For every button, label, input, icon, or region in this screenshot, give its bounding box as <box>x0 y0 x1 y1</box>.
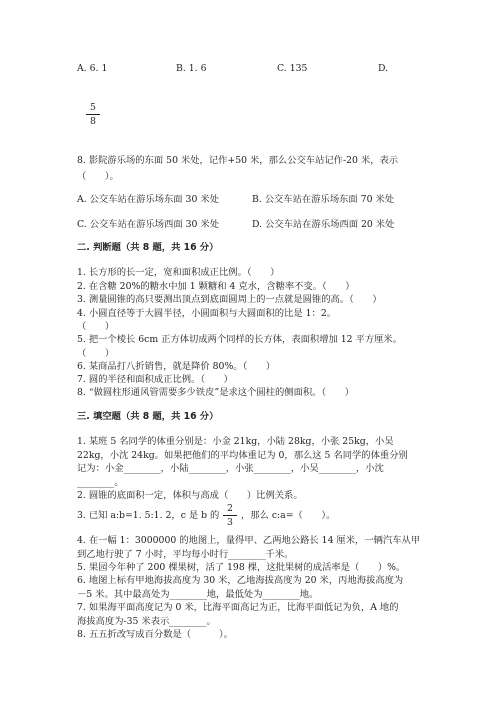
judgement-item: 4. 小圆直径等于大圆半径，小圆面积与大圆面积的比是 1：2。 <box>77 308 337 319</box>
option-c: C. 135 <box>277 63 308 74</box>
judgement-item: 5. 把一个棱长 6cm 正方体切成两个同样的长方体，表面积增加 12 平方厘米。 <box>77 334 403 345</box>
fill-q5: 5. 果园今年种了 200 棵果树，活了 198 棵，这批果树的成活率是（ ）%。 <box>77 562 406 573</box>
fill-q6-line: －5 米。其中最高处为________地，最低处为________地。 <box>77 589 319 600</box>
fill-q1-line: 记为：小金________，小陆________，小张________，小吴________，小沈 <box>77 463 384 474</box>
fraction-numerator: 2 <box>227 503 233 514</box>
fraction-denominator: 3 <box>227 517 233 528</box>
section-heading-judgement: 二. 判断题（共 8 题，共 16 分） <box>77 242 219 253</box>
q8-option-d: D. 公交车站在游乐场西面 20 米处 <box>252 219 395 230</box>
section-heading-fill: 三. 填空题（共 8 题，共 16 分） <box>77 411 219 422</box>
q8-option-a: A. 公交车站在游乐场东面 30 米处 <box>77 194 219 205</box>
fill-q6-line: 6. 地图上标有甲地海拔高度为 30 米，乙地海拔高度为 20 米，丙地海拔高度为 <box>77 575 404 586</box>
fraction-bar <box>86 114 100 115</box>
judgement-item: 6. 某商品打八折销售，就是降价 80%。（ ） <box>77 361 276 372</box>
judgement-item: （ ） <box>77 348 115 359</box>
judgement-item: 3. 测量圆锥的高只要测出顶点到底面圆周上的一点就是圆锥的高。（ ） <box>77 294 382 305</box>
option-b: B. 1. 6 <box>176 63 207 74</box>
judgement-item: 1. 长方形的长一定，宽和面积成正比例。（ ） <box>77 267 280 278</box>
option-d: D. <box>378 63 389 74</box>
fill-q2: 2. 圆锥的底面积一定，体积与高成（ ）比例关系。 <box>77 490 303 501</box>
fraction-bar <box>223 515 237 516</box>
fill-q4-line: 到乙地行驶了 7 小时，平均每小时行________千米。 <box>77 549 294 560</box>
judgement-item: 7. 圆的半径和面积成正比例。（ ） <box>77 374 233 385</box>
fill-q7-line: 海拔高度为-35 米表示________。 <box>77 616 216 627</box>
option-d-fraction <box>86 102 100 127</box>
fill-q3-prefix: 3. 已知 a:b=1. 5:1. 2，c 是 b 的 <box>77 510 220 521</box>
option-a: A. 6. 1 <box>77 63 108 74</box>
fill-q1-line: 22kg，小沈 24kg。如果把他们的平均体重记为 0，那么这 5 名同学的体重分别 <box>77 450 408 461</box>
fill-q1-line: ________。 <box>77 477 124 488</box>
q8-stem-blank: （ ）。 <box>77 171 119 182</box>
fill-q3-fraction <box>223 503 237 528</box>
q8-stem: 8. 影院游乐场的东面 50 米处，记作+50 米，那么公交车站记作-20 米，表示 <box>77 155 399 166</box>
fill-q7-line: 7. 如果海平面高度记为 0 米，比海平面高记为正，比海平面低记为负，A 地的 <box>77 602 399 613</box>
fill-q3-suffix: ，那么 c:a=（ ）。 <box>241 510 336 521</box>
judgement-item: 2. 在含糖 20%的糖水中加 1 颗糖和 4 克水，含糖率不变。（ ） <box>77 281 355 292</box>
fill-q8: 8. 五五折改写成百分数是（ ）。 <box>77 629 233 640</box>
judgement-item: （ ） <box>77 321 115 332</box>
fill-q4-line: 4. 在一幅 1：3000000 的地图上，量得甲、乙两地公路长 14 厘米，一辆汽车从甲 <box>77 535 421 546</box>
fraction-numerator: 5 <box>90 102 96 113</box>
q8-option-c: C. 公交车站在游乐场西面 30 米处 <box>77 219 219 230</box>
q8-option-b: B. 公交车站在游乐场东面 70 米处 <box>252 194 395 205</box>
fill-q1-line: 1. 某班 5 名同学的体重分别是：小金 21kg，小陆 28kg，小张 25kg，小吴 <box>77 436 394 447</box>
fraction-denominator: 8 <box>90 116 96 127</box>
judgement-item: 8. “做圆柱形通风管需要多少铁皮”是求这个圆柱的侧面积。（ ） <box>77 387 354 398</box>
